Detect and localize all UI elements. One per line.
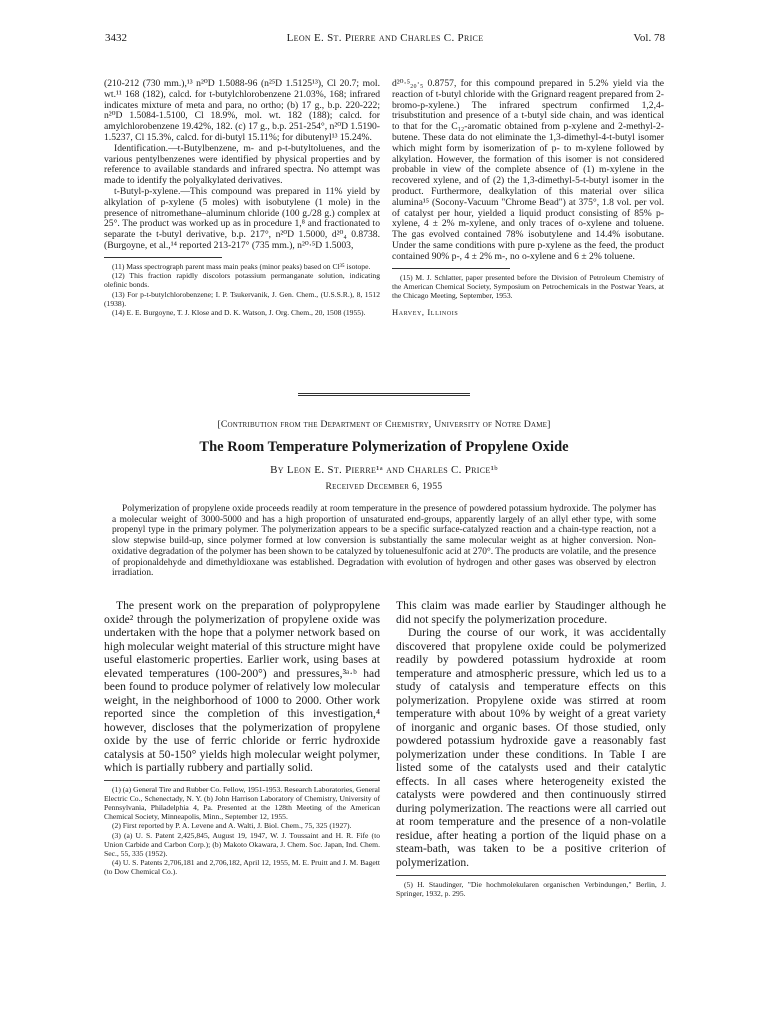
article-divider	[298, 393, 470, 396]
prev-paragraph-2: Identification.—t-Butylbenzene, m- and p-t-butyltoluenes, and the various pentylbenzenes were identified by physical properties and by reference to available standards and infrared spectra. No attempt was made to identify the polyalkylated derivatives.	[104, 142, 380, 187]
footnote-11: (11) Mass spectrograph parent mass main peaks (minor peaks) based on Cl³⁵ isotope.	[112, 261, 371, 271]
prev-right-paragraph: d²⁰·⁵₂₀·₅ 0.8757, for this compound prepared in 5.2% yield via the reaction of t-butyl chloride with the Grignard reagent prepared from 2-bromo-p-xylene.) The infrared spectrum confirmed 1,2,4-trisubstitution and presence of a t-butyl side chain, and was identical to that for the C₁₂-aromatic obtained from p-xylene and 2-methyl-2-butene. These data do not eliminate the 1,3-dimethyl-4-t-butyl isomer which might form by isomerization of p- to m-xylene followed by alkylation. However, the formation of this isomer is not considered probable in view of the complete absence of (1) m-xylene in the recovered xylene, and of (2) the 1,3-dimethyl-5-t-butyl isomer in the product. Furthermore, dealkylation of this material over silica alumina¹⁵ (Socony-Vacuum "Chrome Bead") at 375°, 1.8 vol. per vol. of catalyst per hour, yielded a liquid product consisting of 85% p-xylene, 4 ± 2% m-xylene, and only traces of o-xylene and toluene. The gas evolved contained 78% isobutylene and 14.4% isobutane. Under the same conditions with pure p-xylene as the feed, the product contained 90% p-, 4 ± 2% m-, no o-xylene and 6 ± 2% toluene.	[392, 78, 664, 262]
article-title: The Room Temperature Polymerization of Propylene Oxide	[199, 439, 569, 455]
prev-paragraph-1: (210-212 (730 mm.),¹³ n²⁰D 1.5088-96 (n²⁵D 1.5125¹³), Cl 20.7; mol. wt.¹¹ 168 (182), calcd. for t-butylchlorobenzene 21.03%, 168; infrared indicates mixture of meta and para, no ortho; (b) 17 g., b.p. 220-222; n²⁰D 1.5084-1.5100, Cl 18.9%, mol. wt. 182 (188); calcd. for amylchlorobenzene 19.42%, 182. (c) 17 g., b.p. 251-254°, n²⁰D 1.5190-1.5237, Cl 15.3%, calcd. for di-butyl 15.11%; for dibutenyl¹³ 15.24%.	[104, 78, 380, 143]
previous-article-left-column	[104, 79, 380, 318]
footnote-5: (5) H. Staudinger, "Die hochmolekularen organischen Verbindungen," Berlin, J. Springer, 1932, p. 295.	[396, 880, 666, 898]
prev-footnotes-left	[104, 262, 380, 318]
footnote-13: (13) For p-t-butylchlorobenzene; I. P. Tsukervanik, J. Gen. Chem., (U.S.S.R.), 8, 1512 (1938).	[104, 289, 380, 308]
body-paragraph-3: During the course of our work, it was accidentally discovered that propylene oxide could be polymerized readily by powdered potassium hydroxide at room temperature and atmospheric pressure, which led us to a study of catalysis and temperature effects on this polymerization. Propylene oxide was stirred at room temperature with about 10% by weight of a great variety of inorganic and organic bases. Of those studied, only powdered potassium hydroxide gave a reasonably fast polymerization under these conditions. In Table I are listed some of the catalysts used and their catalytic effects. In all cases where heterogeneity existed the catalysts were powdered and then continuously stirred during polymerization. The reactions were all carried out at room temperature and the presence of a non-volatile residue, after heating a portion of the liquid phase on a steam-bath, was taken to be a positive criterion of polymerization.	[396, 626, 666, 869]
footnote-15: (15) M. J. Schlatter, paper presented before the Division of Petroleum Chemistry of the American Chemical Society, Symposium on Petrochemicals in the Postwar Years, at the Chicago Meeting, September, 1953.	[392, 272, 664, 300]
page-header	[105, 32, 665, 48]
body-footnotes-right	[396, 880, 666, 898]
body-right-column	[396, 599, 666, 899]
volume-label: Vol. 78	[633, 32, 665, 44]
prev-paragraph-3: t-Butyl-p-xylene.—This compound was prepared in 11% yield by alkylation of p-xylene (5 moles) with isobutylene (1 mole) in the presence of nitromethane–aluminum chloride (100 g./28 g.) complex at 25°. The product was worked up as in procedure 1,⁸ and fractionated to separate the t-butyl derivative, b.p. 217°, n²⁰D 1.5000, d²⁰₄ 0.8738. (Burgoyne, et al.,¹⁴ reported 213-217° (735 mm.), n²⁰·⁵D 1.5003,	[104, 185, 380, 251]
footnote-separator-right	[392, 268, 510, 269]
article-authors: By Leon E. St. Pierre¹ᵃ and Charles C. Price¹ᵇ	[270, 464, 498, 476]
running-head: Leon E. St. Pierre and Charles C. Price	[286, 32, 484, 44]
footnote-separator	[104, 257, 222, 258]
footnote-14: (14) E. E. Burgoyne, T. J. Klose and D. K. Watson, J. Org. Chem., 20, 1508 (1955).	[112, 308, 366, 318]
body-footnote-separator	[104, 780, 380, 781]
contribution-line: [Contribution from the Department of Chemistry, University of Notre Dame]	[217, 419, 551, 430]
body-paragraph-1: The present work on the preparation of polypropylene oxide² through the polymerization of propylene oxide was undertaken with the hope that a polymer network based on high molecular weight material of this structure might have useful elastomeric properties. Earlier work, using bases at elevated temperatures (100-200°) and pressures,³ᵃ·ᵇ had been found to produce polymer of relatively low molecular weight, in the neighborhood of 1000 to 2000. Other work reported since the completion of this investigation,⁴ however, discloses that the polymerization of propylene oxide by the use of ferric chloride or ferric hydroxide catalysis at 50-150° yields high molecular weight polymer, which is partially rubbery and partially solid.	[104, 599, 380, 774]
body-paragraph-2: This claim was made earlier by Staudinger although he did not specify the polymerization procedure.	[396, 599, 666, 626]
prev-affiliation: Harvey, Illinois	[392, 306, 459, 317]
footnote-12: (12) This fraction rapidly discolors potassium permanganate solution, indicating olefinic bonds.	[104, 271, 380, 290]
footnote-4: (4) U. S. Patents 2,706,181 and 2,706,182, April 12, 1955, M. E. Pruitt and J. M. Bagett (to Dow Chemical Co.).	[104, 858, 380, 876]
abstract	[112, 504, 656, 579]
body-footnotes-left	[104, 785, 380, 877]
received-date: Received December 6, 1955	[325, 482, 443, 492]
body-footnote-separator-right	[396, 875, 666, 876]
page-number: 3432	[105, 32, 127, 44]
abstract-text: Polymerization of propylene oxide proceeds readily at room temperature in the presence of powdered potassium hydroxide. The polymer has a molecular weight of 3000-5000 and has a high proportion of unsaturated end-groups, apparently largely of an allyl ether type, with some propenyl type in the primary polymer. The polymerization appears to be a specific surface-catalyzed reaction and a chain-type reaction, not a slow stepwise build-up, since polymer formed at low conversion is substantially the same molecular weight as at higher conversion. Non-oxidative degradation of the polymer has been shown to be catalyzed by toluenesulfonic acid at 270°. The products are volatile, and the presence of propionaldehyde and dimethyldioxane was established. Degradation with evolution of hydrogen and other gases was observed by electron irradiation.	[112, 504, 656, 579]
body-left-column	[104, 599, 380, 877]
footnote-3: (3) (a) U. S. Patent 2,425,845, August 19, 1947, W. J. Toussaint and H. R. Fife (to Union Carbide and Carbon Corp.); (b) Makoto Okawara, J. Chem. Soc. Japan, Ind. Chem. Sec., 55, 335 (1952).	[104, 830, 380, 858]
prev-footnotes-right	[392, 273, 664, 300]
previous-article-right-column	[392, 79, 664, 317]
footnote-1: (1) (a) General Tire and Rubber Co. Fellow, 1951-1953. Research Laboratories, General Electric Co., Schenectady, N. Y. (b) John Harrison Laboratory of Chemistry, University of Pennsylvania, Philadelphia 4, Pa. Presented at the 128th Meeting of the American Chemical Society, Minneapolis, Minn., September 12, 1955.	[104, 784, 380, 821]
footnote-2: (2) First reported by P. A. Levene and A. Walti, J. Biol. Chem., 75, 325 (1927).	[112, 821, 352, 830]
